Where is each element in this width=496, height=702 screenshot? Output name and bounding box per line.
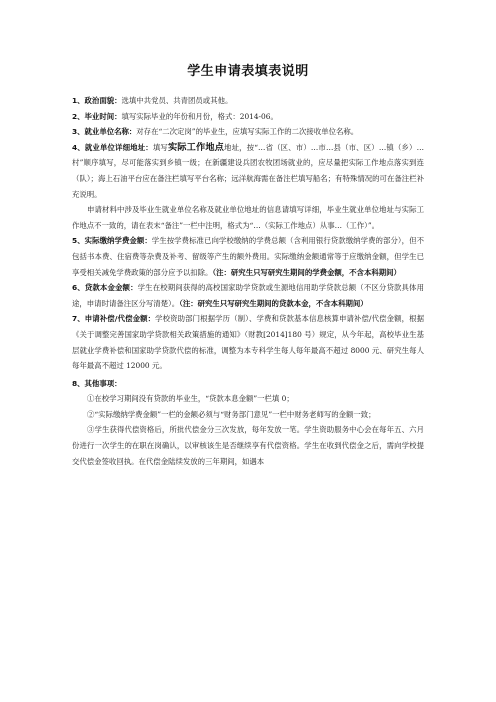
section-text: 地址，按“…省（区、市）…市…县（市、区）…镇（乡）…村”顺序填写，尽可能落实到乡镇一级；在新疆建设兵团农牧团场就业的，应尽量把实际工作地点落实到连（队）；海上石油平台应在备注栏填写平台名称；远洋航海需在备注栏填写船名；有特殊情况的可在备注栏补充说明。 [72, 142, 424, 199]
section-text: 填写 [152, 142, 168, 152]
section-graduation-time [72, 109, 424, 125]
document-page [72, 60, 424, 469]
list-item: ①在校学习期间没有贷款的毕业生，“贷款本息金额”一栏填 0； [87, 394, 294, 404]
section-text: 选填中共党员、共青团员或其他。 [121, 96, 233, 105]
section-text: 对存在“二次定岗”的毕业生，应填写实际工作的二次接收单位名称。 [136, 127, 359, 137]
section-employer-name [72, 124, 424, 140]
list-item: ②“实际缴纳学费金额”一栏的金额必须与“财务部门意见”一栏中财务老师写的金额一致； [87, 409, 376, 419]
section-compensation-amount [72, 311, 424, 373]
document-title: 学生申请表填表说明 [187, 64, 309, 79]
list-item: ③学生获得代偿资格后，所批代偿金分三次发放，每年发放一笔。学生资助服务中心会在每年五、六月份进行一次学生的在职在岗确认，以审核该生是否继续享有代偿资格。学生在收到代偿金之后，需向学校提交代偿金签收回执。在代偿金陆续发放的三年期间，如遇本 [72, 425, 424, 466]
section-tuition-paid [72, 233, 424, 280]
section-text: 学生在校期间获得的高校国家助学贷款或生源地信用助学贷款总额（不区分贷款具体用途，申请时请备注区分写清楚）。 [72, 283, 424, 308]
section-label: 7、申请补偿/代偿金额： [72, 314, 156, 324]
section-label: 4、就业单位详细地址： [72, 142, 153, 152]
section-address-note: 申请材料中涉及毕业生就业单位名称及就业单位地址的信息请填写详细，毕业生就业单位地址与实际工作地点不一致的，请在表末“备注”一栏中注明，格式为“…（实际工作地点）从事…（工作）”。 [72, 205, 424, 230]
section-label: 8、其他事项： [72, 378, 122, 388]
section-text: 学校资助部门根据学历（制）、学费和贷款基本信息核算申请补偿/代偿金额，根据《关于调整完善国家助学贷款相关政策措施的通知》（财教[2014]180 号）规定，从今年起，高校毕业生基层就业学费补偿和国家助学贷款代偿的标准，调整为本专科学生每人每年最高不超过 8000 元、研究生每人每年最高不超过 12000 元。 [72, 314, 425, 371]
section-text: 学生按学费标准已向学校缴纳的学费总额（含利用银行贷款缴纳学费的部分），但不包括书本费、住宿费等杂费及补考、留级等产生的额外费用。实际缴纳金额通常等于应缴纳金额，但学生已享受相关减免学费政策的部分应予以扣除。 [72, 236, 424, 277]
section-text: 填写实际毕业的年份和月份，格式：2014-06。 [121, 111, 278, 121]
section-employer-address [72, 140, 424, 202]
section-political-status [72, 93, 424, 109]
section-label: 5、实际缴纳学费金额： [72, 236, 152, 246]
section-label: 6、贷款本金金额： [72, 283, 138, 293]
section-note: （注：研究生只写研究生期间的贷款本金，不含本科期间） [179, 298, 368, 308]
section-label: 2、毕业时间： [72, 111, 122, 121]
section-loan-principal [72, 280, 424, 311]
section-note: （注：研究生只写研究生期间的学费金额，不含本科期间） [212, 267, 401, 277]
section-other-matters [72, 376, 424, 392]
section-label: 1、政治面貌： [72, 96, 122, 105]
emphasis-text: 实际工作地点 [167, 141, 225, 153]
section-label: 3、就业单位名称： [72, 127, 137, 137]
